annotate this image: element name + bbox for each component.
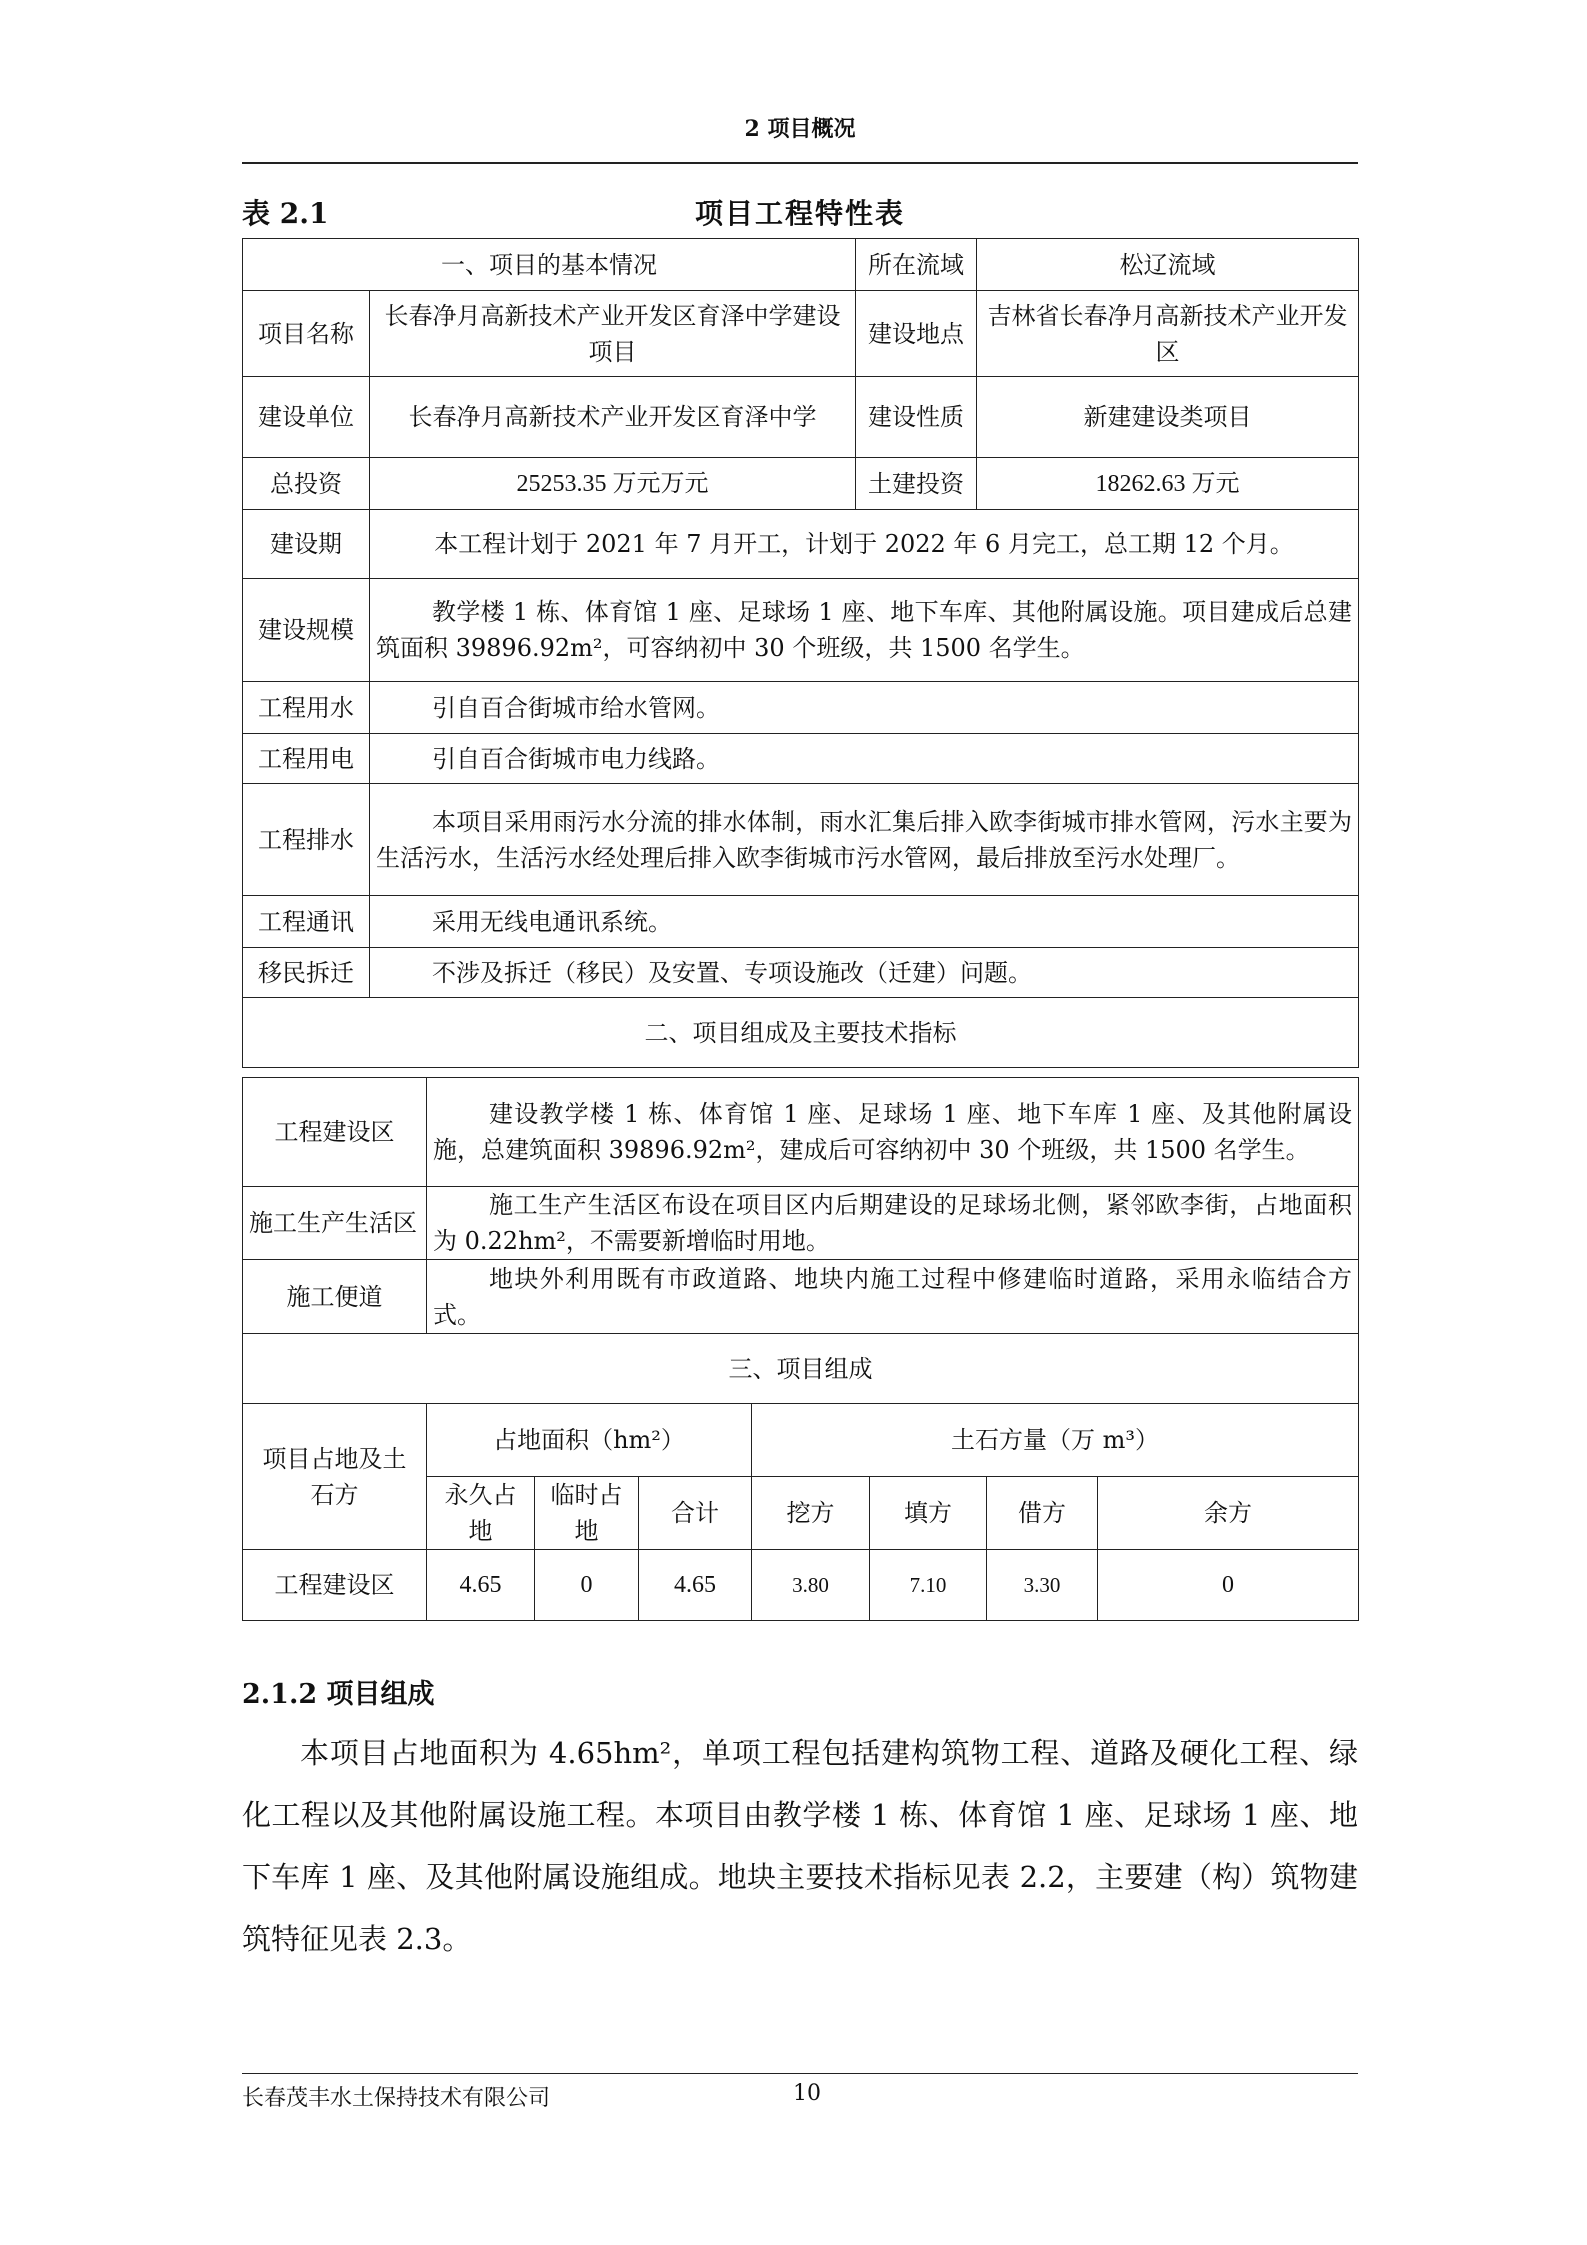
drain-value: 本项目采用雨污水分流的排水体制，雨水汇集后排入欧李街城市排水管网，污水主要为生活污水，生活污水经处理后排入欧李街城市污水管网，最后排放至污水处理厂。 <box>370 784 1359 896</box>
relocation-label: 移民拆迁 <box>243 948 370 998</box>
name-label: 项目名称 <box>243 291 370 377</box>
build-area-label: 工程建设区 <box>243 1078 427 1187</box>
period-label: 建设期 <box>243 510 370 579</box>
earthwork-header: 土石方量（万 m³） <box>752 1404 1359 1477</box>
relocation-value: 不涉及拆迁（移民）及安置、专项设施改（迁建）问题。 <box>370 948 1359 998</box>
table-row <box>243 1334 1359 1404</box>
water-value: 引自百合街城市给水管网。 <box>370 682 1359 734</box>
table-row <box>243 784 1359 896</box>
col-surplus: 余方 <box>1098 1477 1359 1550</box>
table-row <box>243 998 1359 1068</box>
period-value: 本工程计划于 2021 年 7 月开工，计划于 2022 年 6 月完工，总工期 12 个月。 <box>370 510 1359 579</box>
camp-area-value: 施工生产生活区布设在项目区内后期建设的足球场北侧，紧邻欧李街，占地面积为 0.22hm²，不需要新增临时用地。 <box>427 1187 1359 1260</box>
col-temporary: 临时占地 <box>535 1477 639 1550</box>
table-row <box>243 682 1359 734</box>
table-row <box>243 579 1359 682</box>
power-label: 工程用电 <box>243 734 370 784</box>
area-header: 占地面积（hm²） <box>427 1404 752 1477</box>
scale-label: 建设规模 <box>243 579 370 682</box>
section-heading: 2.1.2 项目组成 <box>242 1679 435 1710</box>
row-name: 工程建设区 <box>243 1550 427 1621</box>
table-row <box>243 948 1359 998</box>
power-value: 引自百合街城市电力线路。 <box>370 734 1359 784</box>
header-rule <box>242 162 1358 164</box>
cell-excavation: 3.80 <box>752 1550 870 1621</box>
nature-value: 新建建设类项目 <box>977 377 1359 458</box>
table-row <box>243 458 1359 510</box>
construction-road-value: 地块外利用既有市政道路、地块内施工过程中修建临时道路，采用永临结合方式。 <box>427 1260 1359 1334</box>
body-paragraph: 本项目占地面积为 4.65hm²，单项工程包括建构筑物工程、道路及硬化工程、绿化工程以及其他附属设施工程。本项目由教学楼 1 栋、体育馆 1 座、足球场 1 座、地下车库 1 座、及其他附属设施组成。地块主要技术指标见表 2.2，主要建（构）筑物建筑特征见表 2.3。 <box>242 1736 1358 1956</box>
construction-road-label: 施工便道 <box>243 1260 427 1334</box>
page-number: 10 <box>793 2081 821 2106</box>
location-label: 建设地点 <box>856 291 977 377</box>
page-header: 2 项目概况 <box>744 116 856 142</box>
col-excavation: 挖方 <box>752 1477 870 1550</box>
col-area-total: 合计 <box>639 1477 752 1550</box>
table-title: 项目工程特性表 <box>694 197 905 230</box>
water-label: 工程用水 <box>243 682 370 734</box>
table-row <box>243 377 1359 458</box>
name-value: 长春净月高新技术产业开发区育泽中学建设项目 <box>370 291 856 377</box>
cell-surplus: 0 <box>1098 1550 1359 1621</box>
unit-label: 建设单位 <box>243 377 370 458</box>
civil-invest-value: 18262.63 万元 <box>977 458 1359 510</box>
table-row <box>243 896 1359 948</box>
scale-value: 教学楼 1 栋、体育馆 1 座、足球场 1 座、地下车库、其他附属设施。项目建成后总建筑面积 39896.92m²，可容纳初中 30 个班级，共 1500 名学生。 <box>370 579 1359 682</box>
table-row <box>243 239 1359 291</box>
land-earthwork-table <box>242 1333 1359 1621</box>
table-row <box>243 734 1359 784</box>
basin-value: 松辽流域 <box>977 239 1359 291</box>
table-row <box>243 1078 1359 1187</box>
cell-permanent: 4.65 <box>427 1550 535 1621</box>
table-row <box>243 1550 1359 1621</box>
footer-rule <box>242 2073 1358 2074</box>
basin-label: 所在流域 <box>856 239 977 291</box>
table-row <box>243 291 1359 377</box>
total-invest-label: 总投资 <box>243 458 370 510</box>
footer-company: 长春茂丰水土保持技术有限公司 <box>242 2086 551 2111</box>
total-invest-value: 25253.35 万元万元 <box>370 458 856 510</box>
cell-borrow: 3.30 <box>987 1550 1098 1621</box>
comm-label: 工程通讯 <box>243 896 370 948</box>
comm-value: 采用无线电通讯系统。 <box>370 896 1359 948</box>
camp-area-label: 施工生产生活区 <box>243 1187 427 1260</box>
table-caption <box>242 192 1358 232</box>
project-characteristics-table-basic <box>242 238 1359 1068</box>
project-characteristics-table-composition <box>242 1077 1359 1334</box>
unit-value: 长春净月高新技术产业开发区育泽中学 <box>370 377 856 458</box>
section-land-title: 三、项目组成 <box>243 1334 1359 1404</box>
col-fill: 填方 <box>870 1477 987 1550</box>
build-area-value: 建设教学楼 1 栋、体育馆 1 座、足球场 1 座、地下车库 1 座、及其他附属设施，总建筑面积 39896.92m²，建成后可容纳初中 30 个班级，共 1500 名学生。 <box>427 1078 1359 1187</box>
col-borrow: 借方 <box>987 1477 1098 1550</box>
table-number: 表 2.1 <box>242 197 329 230</box>
land-earth-row-header: 项目占地及土石方 <box>243 1404 427 1550</box>
section-basic-title: 一、项目的基本情况 <box>243 239 856 291</box>
civil-invest-label: 土建投资 <box>856 458 977 510</box>
table-row <box>243 510 1359 579</box>
location-value: 吉林省长春净月高新技术产业开发区 <box>977 291 1359 377</box>
table-row <box>243 1404 1359 1477</box>
cell-area-total: 4.65 <box>639 1550 752 1621</box>
table-row <box>243 1260 1359 1334</box>
cell-temporary: 0 <box>535 1550 639 1621</box>
table-row <box>243 1187 1359 1260</box>
col-permanent: 永久占地 <box>427 1477 535 1550</box>
section-composition-title: 二、项目组成及主要技术指标 <box>243 998 1359 1068</box>
cell-fill: 7.10 <box>870 1550 987 1621</box>
drain-label: 工程排水 <box>243 784 370 896</box>
nature-label: 建设性质 <box>856 377 977 458</box>
